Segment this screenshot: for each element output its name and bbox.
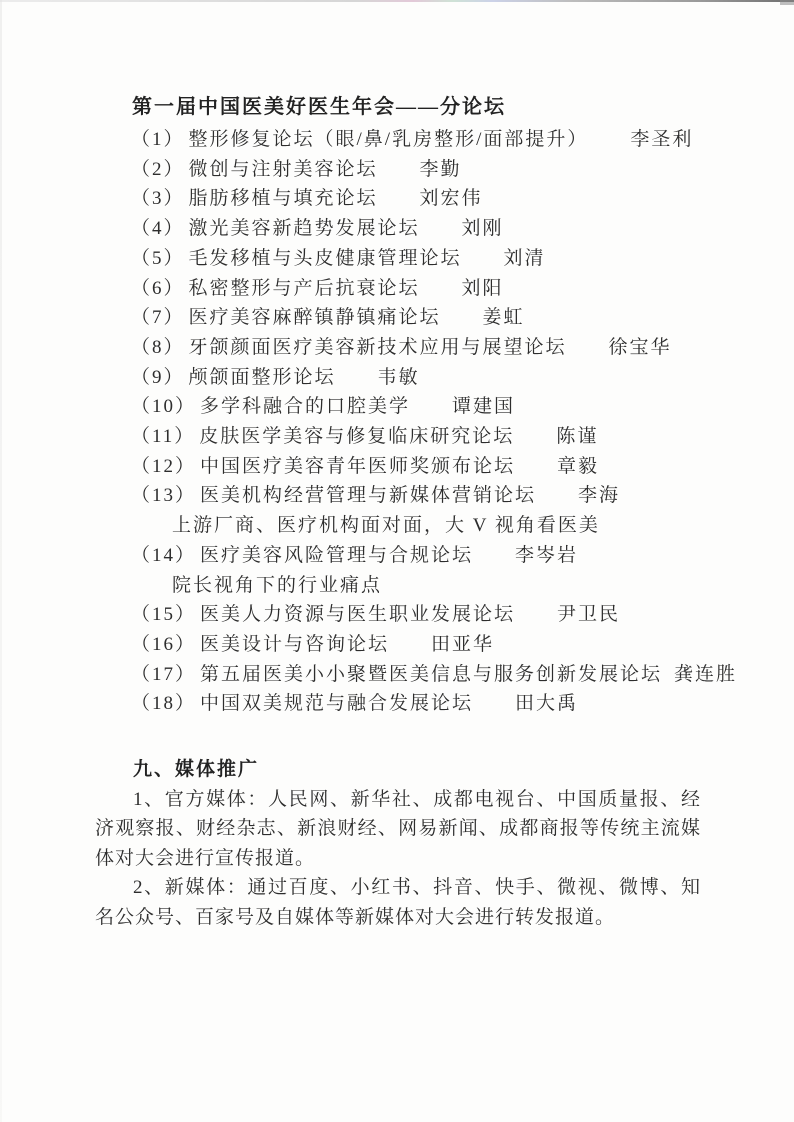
forum-title: 脂肪移植与填充论坛	[188, 188, 378, 210]
item-number: （6）	[131, 277, 185, 299]
chair-name: 谭建国	[452, 396, 516, 418]
item-number: （4）	[131, 218, 185, 240]
forum-item-12	[131, 452, 701, 482]
chair-name: 姜虹	[482, 307, 525, 329]
item-number: （1）	[131, 129, 185, 150]
forum-item-4	[131, 214, 701, 244]
document-content	[95, 96, 738, 932]
item-number: （13）	[131, 485, 197, 507]
media-promotion-section	[95, 755, 701, 932]
forum-title: 私密整形与产后抗衰论坛	[188, 277, 420, 299]
chair-name: 刘宏伟	[419, 188, 483, 210]
scan-artifact-top-edge	[0, 0, 794, 2]
chair-name: 韦敏	[377, 366, 420, 388]
forum-item-17	[131, 660, 738, 690]
forum-item-16	[131, 630, 701, 660]
forum-item-1	[131, 125, 701, 155]
chair-name: 刘刚	[461, 218, 504, 240]
item-number: （10）	[131, 396, 197, 418]
section-heading: 九、媒体推广	[133, 759, 260, 781]
forum-title: 毛发移植与头皮健康管理论坛	[188, 247, 462, 269]
forum-title: 微创与注射美容论坛	[188, 158, 378, 180]
forum-item-5	[131, 244, 701, 274]
chair-name: 李圣利	[630, 129, 694, 150]
chair-name: 刘清	[503, 247, 546, 269]
forum-title: 中国双美规范与融合发展论坛	[200, 693, 474, 715]
item-number: （12）	[131, 455, 197, 477]
chair-name: 徐宝华	[608, 336, 672, 358]
forum-title: 医疗美容麻醉镇静镇痛论坛	[188, 307, 441, 329]
forum-title: 整形修复论坛（眼/鼻/乳房整形/面部提升）	[188, 129, 589, 150]
forum-item-11	[131, 422, 701, 452]
scan-artifact-left-edge	[0, 0, 2, 1122]
forum-note: 上游厂商、医疗机构面对面，大 V 视角看医美	[172, 515, 600, 537]
forum-item-18	[131, 689, 701, 719]
forum-item-14	[131, 541, 701, 571]
forum-title: 医美人力资源与医生职业发展论坛	[200, 604, 516, 626]
forum-title: 皮肤医学美容与修复临床研究论坛	[199, 426, 515, 448]
scan-artifact-corner	[780, 0, 794, 5]
item-number: （17）	[131, 663, 197, 685]
forum-item-7	[131, 303, 701, 333]
item-number: （14）	[131, 544, 197, 566]
forum-note: 院长视角下的行业痛点	[172, 574, 383, 596]
new-media-paragraph: 2、新媒体：通过百度、小红书、抖音、快手、微视、微博、知名公众号、百家号及自媒体等新媒体对大会进行转发报道。	[95, 877, 701, 928]
item-number: （3）	[131, 188, 185, 210]
chair-name: 刘阳	[461, 277, 504, 299]
chair-name: 龚连胜	[674, 663, 738, 685]
item-number: （7）	[131, 307, 185, 329]
chair-name: 田大禹	[515, 693, 579, 715]
forum-item-9	[131, 363, 701, 393]
document-title: 第一届中国医美好医生年会——分论坛	[132, 96, 506, 118]
item-number: （15）	[131, 604, 197, 626]
forum-title: 激光美容新趋势发展论坛	[188, 218, 420, 240]
item-number: （11）	[131, 426, 196, 448]
forum-title: 中国医疗美容青年医师奖颁布论坛	[200, 455, 516, 477]
forum-item-3	[131, 184, 701, 214]
forum-title: 医美设计与咨询论坛	[200, 633, 390, 655]
item-number: （8）	[131, 336, 185, 358]
chair-name: 李岑岩	[515, 544, 579, 566]
official-media-paragraph: 1、官方媒体：人民网、新华社、成都电视台、中国质量报、经济观察报、财经杂志、新浪财经、网易新闻、成都商报等传统主流媒体对大会进行宣传报道。	[95, 788, 701, 869]
chair-name: 李海	[578, 485, 621, 507]
forum-list	[131, 125, 738, 719]
item-number: （16）	[131, 633, 197, 655]
item-number: （5）	[131, 247, 185, 269]
item-number: （9）	[131, 366, 185, 388]
forum-item-6	[131, 274, 701, 304]
forum-title: 第五届医美小小聚暨医美信息与服务创新发展论坛	[200, 663, 663, 685]
forum-item-2	[131, 155, 701, 185]
forum-item-13	[131, 481, 701, 511]
forum-title: 颅颌面整形论坛	[188, 366, 336, 388]
forum-title: 牙颌颜面医疗美容新技术应用与展望论坛	[188, 336, 567, 358]
forum-item-15	[131, 600, 701, 630]
forum-item-10	[131, 392, 701, 422]
chair-name: 李勤	[419, 158, 462, 180]
chair-name: 田亚华	[431, 633, 495, 655]
chair-name: 陈谨	[556, 426, 599, 448]
chair-name: 章毅	[557, 455, 600, 477]
forum-title: 医美机构经营管理与新媒体营销论坛	[200, 485, 537, 507]
forum-item-8	[131, 333, 701, 363]
forum-title: 多学科融合的口腔美学	[200, 396, 411, 418]
item-number: （2）	[131, 158, 185, 180]
chair-name: 尹卫民	[557, 604, 621, 626]
forum-title: 医疗美容风险管理与合规论坛	[200, 544, 474, 566]
item-number: （18）	[131, 693, 197, 715]
